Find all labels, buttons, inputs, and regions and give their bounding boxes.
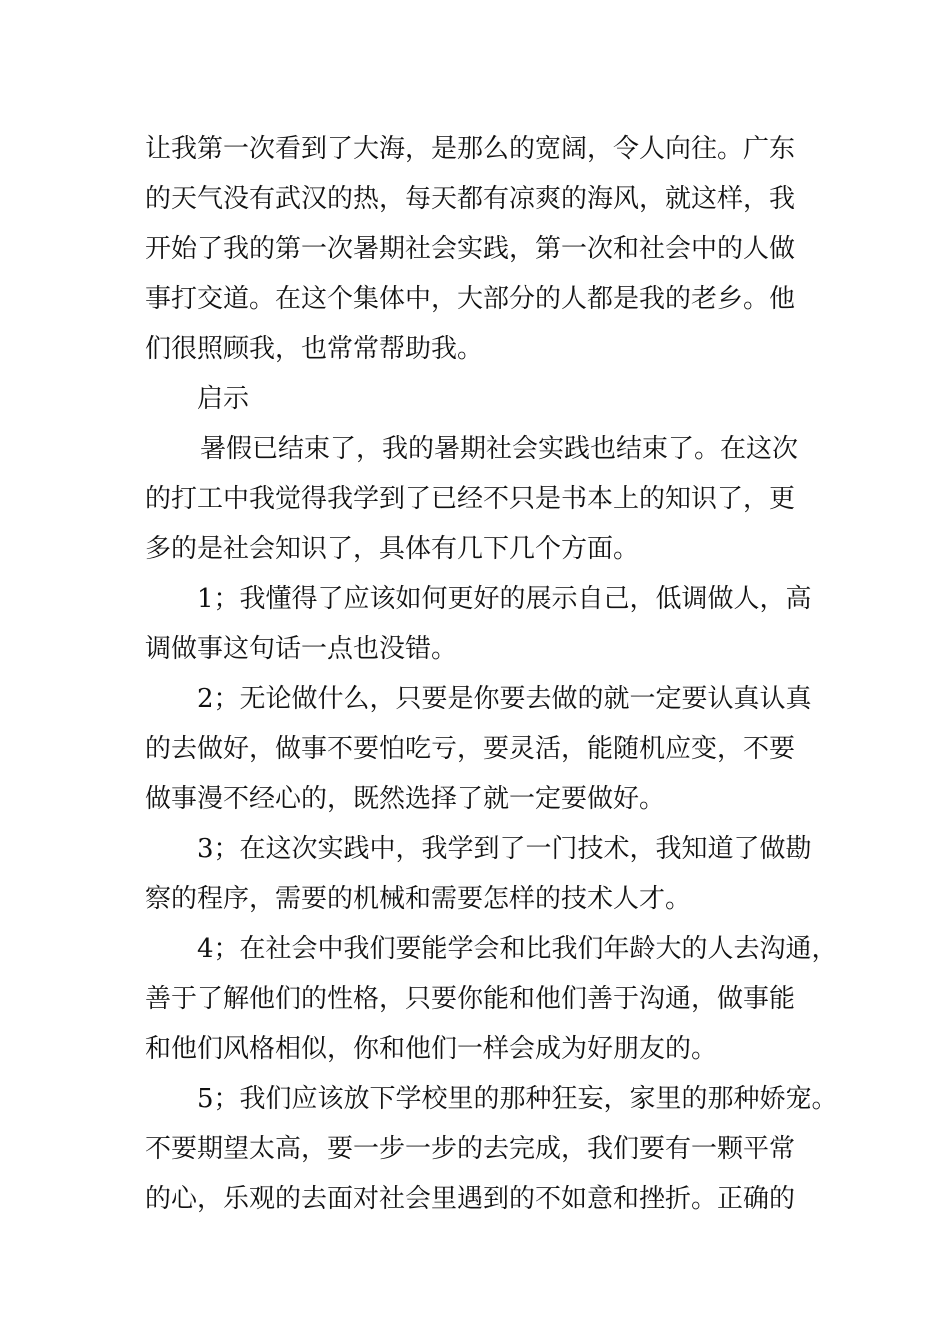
body-text-line: 们很照顾我，也常常帮助我。 bbox=[145, 334, 484, 364]
body-text-line: 暑假已结束了，我的暑期社会实践也结束了。在这次 bbox=[200, 434, 799, 464]
section-heading: 启示 bbox=[197, 384, 250, 414]
list-item-line: 的去做好，做事不要怕吃亏，要灵活，能随机应变，不要 bbox=[145, 734, 796, 764]
list-item-line: 1；我懂得了应该如何更好的展示自己，低调做人，高 bbox=[197, 584, 812, 614]
body-text-line: 让我第一次看到了大海，是那么的宽阔，令人向往。广东 bbox=[145, 134, 796, 164]
list-item-line: 和他们风格相似，你和他们一样会成为好朋友的。 bbox=[145, 1034, 718, 1064]
body-text-line: 多的是社会知识了，具体有几下几个方面。 bbox=[145, 534, 640, 564]
list-item-line: 调做事这句话一点也没错。 bbox=[145, 634, 458, 664]
body-text-line: 的天气没有武汉的热，每天都有凉爽的海风，就这样，我 bbox=[145, 184, 796, 214]
list-item-line: 2；无论做什么，只要是你要去做的就一定要认真认真 bbox=[197, 684, 812, 714]
list-item-line: 不要期望太高，要一步一步的去完成，我们要有一颗平常 bbox=[145, 1134, 796, 1164]
body-text-line: 的打工中我觉得我学到了已经不只是书本上的知识了，更 bbox=[145, 484, 796, 514]
list-item-line: 善于了解他们的性格，只要你能和他们善于沟通，做事能 bbox=[145, 984, 796, 1014]
list-item-line: 做事漫不经心的，既然选择了就一定要做好。 bbox=[145, 784, 666, 814]
list-item-line: 4；在社会中我们要能学会和比我们年龄大的人去沟通， bbox=[197, 934, 838, 964]
list-item-line: 的心，乐观的去面对社会里遇到的不如意和挫折。正确的 bbox=[145, 1184, 796, 1214]
list-item-line: 察的程序，需要的机械和需要怎样的技术人才。 bbox=[145, 884, 692, 914]
list-item-line: 5；我们应该放下学校里的那种狂妄，家里的那种娇宠。 bbox=[197, 1084, 838, 1114]
body-text-line: 事打交道。在这个集体中，大部分的人都是我的老乡。他 bbox=[145, 284, 796, 314]
list-item-line: 3；在这次实践中，我学到了一门技术，我知道了做勘 bbox=[197, 834, 812, 864]
body-text-line: 开始了我的第一次暑期社会实践，第一次和社会中的人做 bbox=[145, 234, 796, 264]
